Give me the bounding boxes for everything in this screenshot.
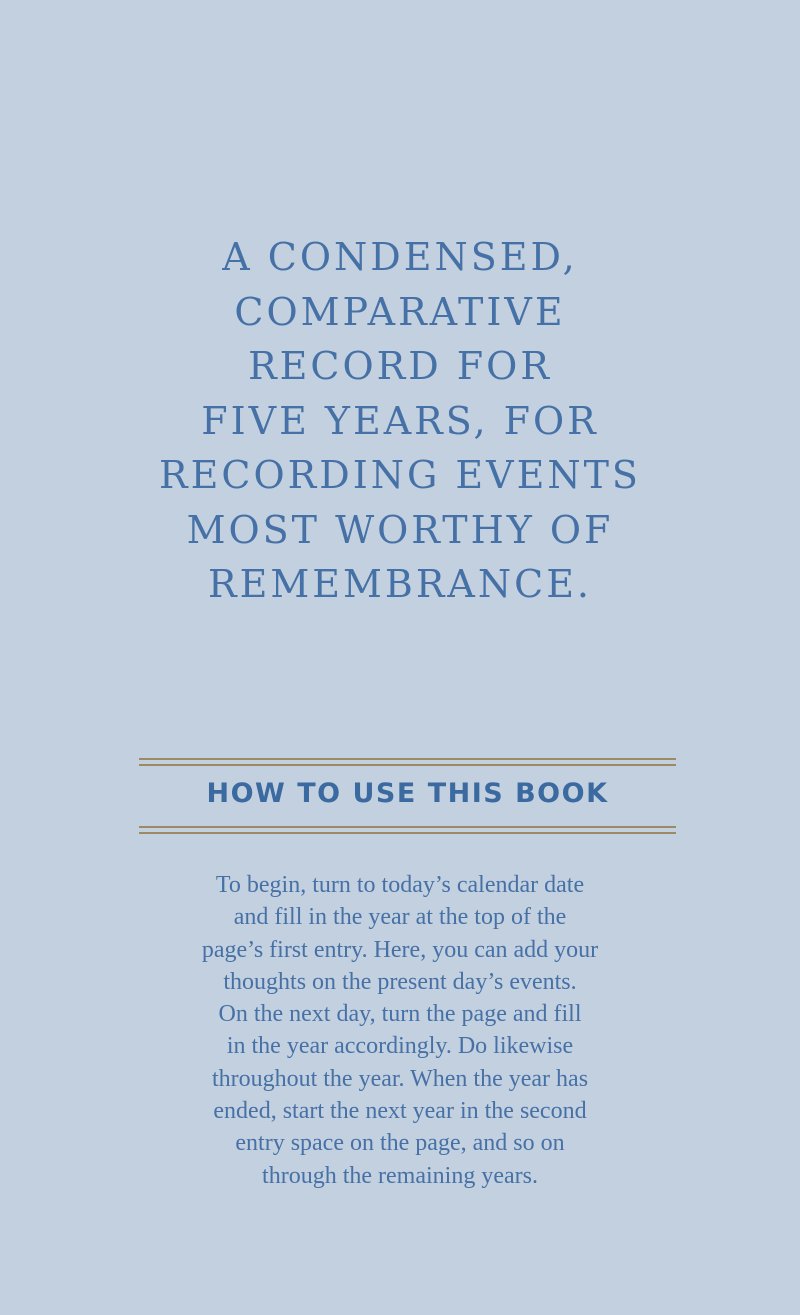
instructions-line: page’s first entry. Here, you can add your (201, 936, 599, 963)
instructions-line: To begin, turn to today’s calendar date (215, 872, 585, 898)
epigraph-line: A CONDENSED, (222, 235, 578, 279)
epigraph (0, 230, 800, 612)
instructions-line: in the year accordingly. Do likewise (226, 1033, 574, 1060)
instructions-line: through the remaining years. (262, 1162, 538, 1189)
epigraph-line: COMPARATIVE (234, 289, 566, 334)
bottom-double-rule (139, 826, 676, 834)
epigraph-line: REMEMBRANCE. (207, 562, 593, 606)
divider (139, 832, 676, 834)
instructions-line: On the next day, turn the page and fill (218, 1001, 582, 1028)
section-heading: HOW TO USE THIS BOOK (206, 778, 609, 809)
instructions-text (0, 869, 800, 1192)
instructions-line: and fill in the year at the top of the (233, 904, 567, 931)
epigraph-line: MOST WORTHY OF (186, 507, 614, 552)
instructions-line: throughout the year. When the year has (211, 1065, 589, 1092)
divider (139, 764, 676, 766)
instructions-line: entry space on the page, and so on (235, 1130, 565, 1157)
divider (139, 826, 676, 828)
top-double-rule (139, 758, 676, 766)
divider (139, 758, 676, 760)
instructions-line: thoughts on the present day’s events. (223, 968, 577, 995)
instructions-line: ended, start the next year in the second (213, 1098, 587, 1125)
epigraph-line: RECORD FOR (248, 344, 552, 388)
epigraph-line: RECORDING EVENTS (159, 453, 641, 497)
epigraph-line: FIVE YEARS, FOR (201, 398, 599, 443)
